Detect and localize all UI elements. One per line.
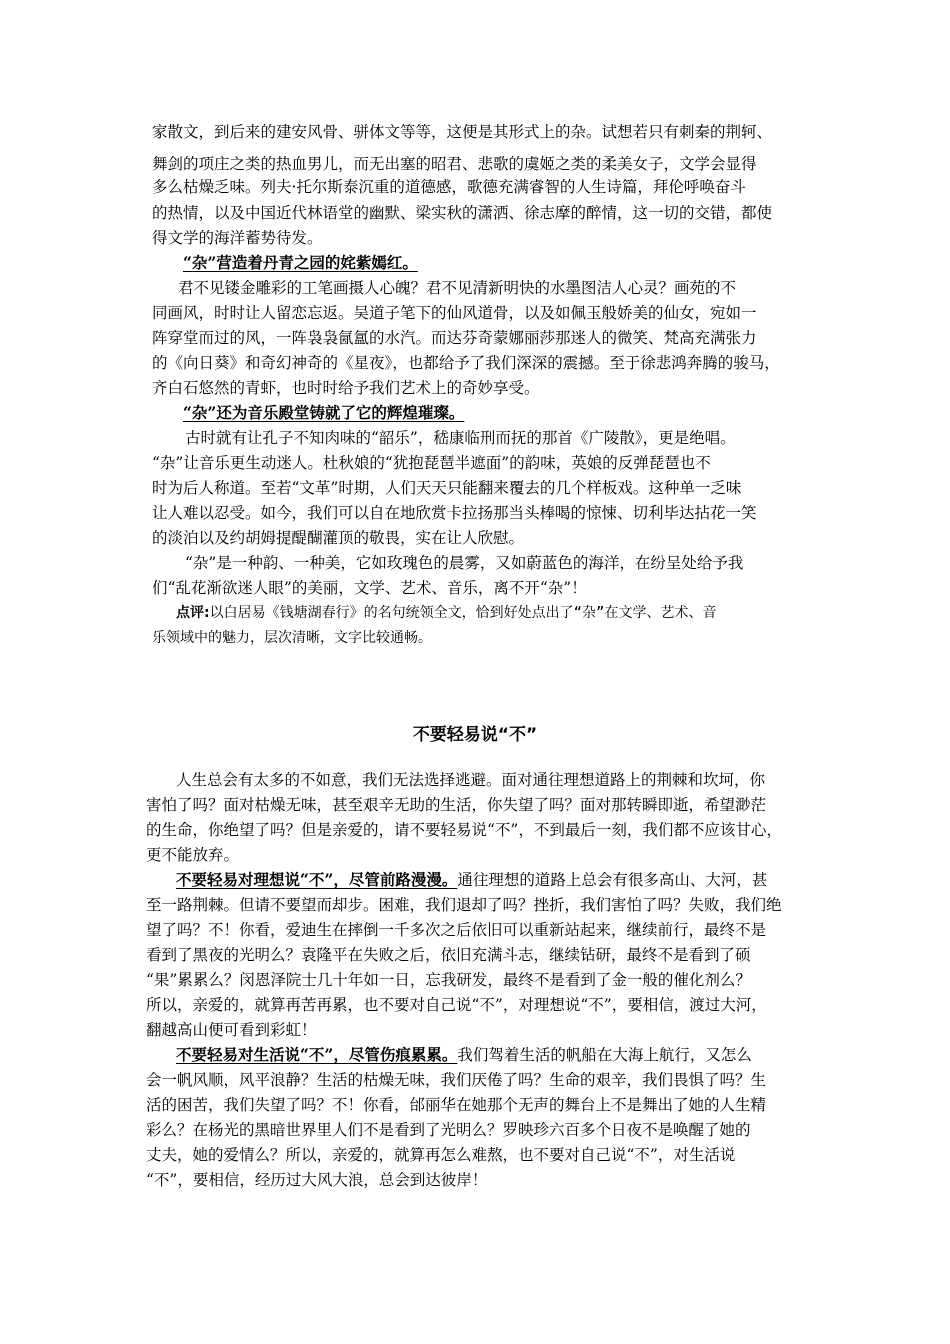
comment-line — [176, 603, 716, 623]
essay2-life-line: 彩么？在杨光的黑暗世界里人们不是看到了光明么？罗映珍六百多个日夜不是唤醒了她的 — [146, 1121, 751, 1139]
essay1-music-line: 古时就有让孔子不知肉味的“韶乐”，嵇康临刑而抚的那首《广陵散》，更是绝唱。 — [185, 429, 736, 447]
paragraph-text: 我们驾着生活的帆船在大海上航行，又怎么 — [457, 1046, 752, 1064]
essay2-ideal-line: 至一路荆棘。但请不要望而却步。困难，我们退却了吗？挫折，我们害怕了吗？失败，我们绝 — [146, 896, 782, 914]
comment-line: 乐领域中的魅力，层次清晰，文字比较通畅。 — [152, 630, 432, 646]
essay2-life-line: 活的困苦，我们失望了吗？不！你看，邰丽华在她那个无声的舞台上不是舞出了她的人生精 — [146, 1096, 767, 1114]
essay1-intro-line: 多么枯燥乏味。列夫·托尔斯泰沉重的道德感，歌德充满睿智的人生诗篇，拜伦呼唤奋斗 — [152, 178, 746, 196]
essay1-art-line: 同画风，时时让人留恋忘返。吴道子笔下的仙风道骨，以及如佩玉般娇美的仙女，宛如一 — [152, 304, 757, 322]
paragraph-text: 通往理想的道路上总会有很多高山、大河，甚 — [457, 871, 768, 889]
comment-label: 点评: — [176, 605, 210, 621]
essay1-art-line: 阵穿堂而过的风，一阵袅袅氤氲的水汽。而达芬奇蒙娜丽莎那迷人的微笑、梵高充满张力 — [152, 329, 757, 347]
essay1-music-line: 的淡泊以及约胡姆提醍醐灌顶的敬畏，实在让人欣慰。 — [152, 529, 525, 547]
essay1-music-line: “杂”让音乐更生动迷人。杜秋娘的“犹抱琵琶半遮面”的韵味，英娘的反弹琵琶也不 — [152, 454, 711, 472]
section-heading-music: “杂”还为音乐殿堂铸就了它的辉煌璀璨。 — [183, 403, 465, 422]
essay1-art-line: 君不见镂金雕彩的工笔画摄人心魄？君不见清新明快的水墨图洁人心灵？画苑的不 — [178, 279, 737, 297]
essay2-intro-line: 的生命，你绝望了吗？但是亲爱的，请不要轻易说“不”，不到最后一刻，我们都不应该甘心， — [146, 821, 782, 839]
essay1-intro-line: 舞剑的项庄之类的热血男儿，而无出塞的昭君、悲歌的虞姬之类的柔美女子，文学会显得 — [152, 155, 757, 173]
essay1-closing-line: “杂”是一种韵、一种美，它如玫瑰色的晨雾，又如蔚蓝色的海洋，在纷呈处给予我 — [185, 554, 744, 572]
essay2-ideal-line: 望了吗？不！你看，爱迪生在摔倒一千多次之后依旧可以重新站起来，继续前行，最终不是 — [146, 921, 767, 939]
essay2-life-line: 丈夫，她的爱情么？所以，亲爱的，就算再怎么难熬，也不要对自己说“不”，对生活说 — [146, 1146, 736, 1164]
lead-sentence-ideal: 不要轻易对理想说“不”，尽管前路漫漫。 — [176, 870, 458, 889]
essay2-ideal-line: “果”累累么？闵恩泽院士几十年如一日，忘我研发，最终不是看到了金一般的催化剂么？ — [146, 971, 751, 989]
essay2-intro-line: 害怕了吗？面对枯燥无味，甚至艰辛无助的生活，你失望了吗？面对那转瞬即逝，希望渺茫 — [146, 796, 767, 814]
essay-title: 不要轻易说“不” — [412, 725, 538, 745]
essay1-art-line: 齐白石悠然的青虾，也时时给予我们艺术上的奇妙享受。 — [152, 379, 540, 397]
essay1-music-line: 时为后人称道。至若“文革”时期，人们天天只能翻来覆去的几个样板戏。这种单一乏味 — [152, 479, 742, 497]
essay1-intro-line: 的热情，以及中国近代林语堂的幽默、梁实秋的潇洒、徐志摩的醉情，这一切的交错，都使 — [152, 204, 773, 222]
paragraph-life-first-line — [176, 1045, 752, 1065]
essay2-ideal-line: 翻越高山便可看到彩虹！ — [146, 1021, 317, 1039]
essay1-intro-line: 家散文，到后来的建安风骨、骈体文等等，这便是其形式上的杂。试想若只有刺秦的荆轲、 — [152, 123, 773, 141]
essay1-intro-line: 得文学的海洋蓄势待发。 — [152, 229, 323, 247]
essay1-music-line: 让人难以忍受。如今，我们可以自在地欣赏卡拉扬那当头棒喝的惊悚、切利毕达拈花一笑 — [152, 504, 757, 522]
comment-text: 以白居易《钱塘湖春行》的名句统领全文，恰到好处点出了“杂”在文学、艺术、音 — [209, 605, 717, 621]
essay2-ideal-line: 所以，亲爱的，就算再苦再累，也不要对自己说“不”，对理想说“不”，要相信，渡过大河， — [146, 996, 767, 1014]
lead-sentence-life: 不要轻易对生活说“不”，尽管伤痕累累。 — [176, 1045, 458, 1064]
essay2-intro-line: 人生总会有太多的不如意，我们无法选择逃避。面对通往理想道路上的荆棘和坎坷，你 — [176, 771, 766, 789]
essay2-ideal-line: 看到了黑夜的光明么？袁隆平在失败之后，依旧充满斗志，继续钻研，最终不是看到了硕 — [146, 946, 751, 964]
essay1-art-line: 的《向日葵》和奇幻神奇的《星夜》，也都给予了我们深深的震撼。至于徐悲鸿奔腾的骏马， — [152, 354, 780, 372]
section-heading-art: “杂”营造着丹青之园的姹紫嫣红。 — [183, 253, 418, 272]
essay2-life-line: “不”，要相信，经历过大风大浪，总会到达彼岸！ — [146, 1171, 488, 1189]
paragraph-ideal-first-line — [176, 870, 767, 890]
essay2-life-line: 会一帆风顺，风平浪静？生活的枯燥无味，我们厌倦了吗？生命的艰辛，我们畏惧了吗？生 — [146, 1071, 767, 1089]
essay2-intro-line: 更不能放弃。 — [146, 846, 240, 864]
essay1-closing-line: 们“乱花渐欲迷人眼”的美丽，文学、艺术、音乐，离不开“杂”！ — [152, 579, 587, 597]
